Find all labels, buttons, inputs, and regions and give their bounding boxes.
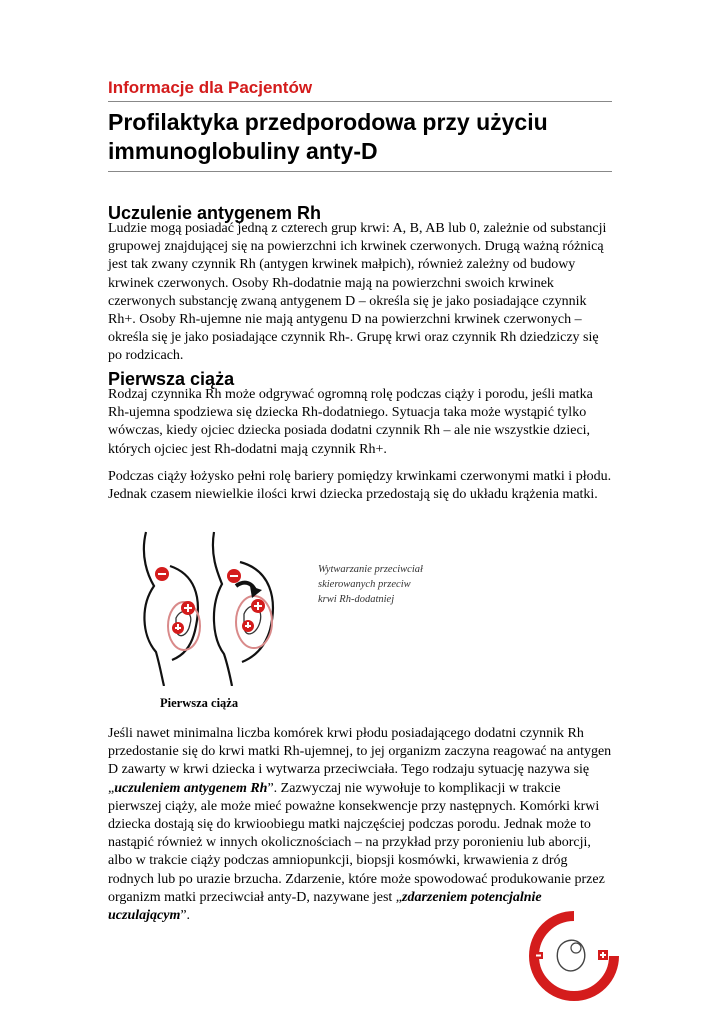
paragraph-closing: [108, 725, 612, 925]
paragraph-ciaza-2: Podczas ciąży łożysko pełni rolę bariery pomiędzy krwinkami czerwonymi matki i płodu. Jednak czasem niewielkie ilości krwi dziecka przedostają się do układu krążenia matki.: [108, 469, 612, 503]
paragraph-ciaza-1: Rodzaj czynnika Rh może odgrywać ogromną rolę podczas ciąży i porodu, jeśli matka Rh-ujemna spodziewa się dziecka Rh-dodatniego. Sytuacja taka może wystąpić tylko wówczas, kiedy ojciec dziecka posiada dodatni czynnik Rh – ale nie wszystkie dzieci, których ojciec jest Rh-dodatni mają czynnik Rh+.: [108, 387, 593, 457]
closing-text-1: Jeśli nawet minimalna liczba komórek krwi płodu posiadającego dodatni czynnik Rh przedostanie się do krwi matki Rh-ujemnej, to jej organizm zaczyna reagować na antygen D zawarty w krwi dziecka i wytwarza przeciwciała. Tego rodzaju sytuację nazywa się „: [108, 726, 612, 796]
term-uczulenie: uczuleniem antygenem Rh: [114, 780, 268, 796]
section-heading-uczulenie: Uczulenie antygenem Rh: [108, 203, 322, 223]
closing-text-3: ”.: [180, 908, 191, 924]
page-title: Profilaktyka przedporodowa przy użyciu immunoglobuliny anty-D: [108, 109, 548, 164]
paragraph-uczulenie: Ludzie mogą posiadać jedną z czterech grup krwi: A, B, AB lub 0, zależnie od substancji grupowej znajdującej się na powierzchni ich krwinek czerwonych. Drugą ważną różnicą jest tak zwany czynnik Rh (antygen krwinek małpich), również zależny od budowy krwinek czerwonych. Osoby Rh-dodatnie mają na powierzchni swoich krwinek czerwonych substancję zwaną antygenem D – określa się je jako posiadające czynnik Rh+. Osoby Rh-ujemne nie mają antygenu D na powierzchni krwinek czerwonych – określa się je jako posiadające czynnik Rh-. Grupę krwi oraz czynnik Rh dziedziczy się po rodzicach.: [108, 221, 607, 364]
figure-side-caption: Wytwarzanie przeciwciał skierowanych przeciw krwi Rh-dodatniej: [318, 564, 423, 605]
negative-cell-icon: [155, 567, 169, 581]
header-rule-top: [108, 101, 612, 102]
section-heading-pierwsza-ciaza: Pierwsza ciąża: [108, 369, 235, 389]
header-rule-bottom: [108, 171, 612, 172]
positive-cell-icon: [181, 601, 195, 615]
term-zdarzenie: zdarzeniem potencjalnie uczulającym: [108, 889, 542, 924]
pregnancy-rh-sensitization-illustration: [132, 526, 302, 686]
positive-cell-icon: [242, 620, 254, 632]
kicker-heading: Informacje dla Pacjentów: [108, 78, 313, 97]
brand-logo: [528, 910, 620, 1002]
positive-cell-icon: [172, 622, 184, 634]
negative-cell-icon: [227, 569, 241, 583]
positive-cell-icon: [251, 599, 265, 613]
closing-text-2: ”. Zazwyczaj nie wywołuje to komplikacji w trakcie pierwszej ciąży, ale może mieć poważne konsekwencje przy następnych. Komórki krwi dziecka dostają się do krwioobiegu matki najczęściej podczas porodu. Jednak może to nastąpić również w innych okolicznościach – na przykład przy poronieniu lub aborcji, albo w trakcie ciąży podczas amniopunkcji, biopsji kosmówki, krwawienia z dróg rodnych lub po urazie brzucha. Zdarzenie, które może spowodować produkowanie przez organizm matki przeciwciał anty-D, nazywane jest „: [108, 780, 605, 905]
figure-caption: Pierwsza ciąża: [160, 696, 239, 710]
